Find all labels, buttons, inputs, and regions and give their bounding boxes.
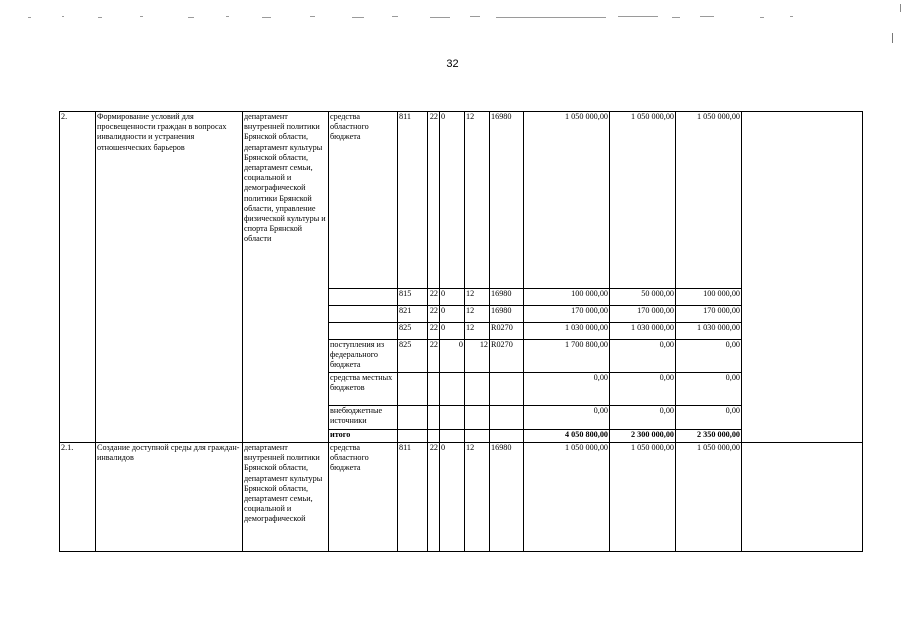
amount-year-2: 170 000,00 [610,306,676,323]
amount-year-2: 1 030 000,00 [610,323,676,340]
amount-year-2: 1 050 000,00 [610,443,676,552]
event-code [465,406,490,430]
total-year-1: 4 050 800,00 [524,430,610,443]
section-code [428,430,440,443]
amount-year-3: 100 000,00 [676,289,742,306]
section-code: 22 [428,289,440,306]
event-code: 12 [465,340,490,373]
funding-source: поступления из федерального бюджета [329,340,398,373]
grbs-code: 825 [398,323,428,340]
subprogram-code [440,406,465,430]
section-code: 22 [428,323,440,340]
event-code [465,373,490,406]
amount-year-2: 0,00 [610,406,676,430]
direction-code: 16980 [490,306,524,323]
amount-year-1: 0,00 [524,406,610,430]
grbs-code: 811 [398,112,428,289]
subprogram-code: 0 [440,340,465,373]
amount-year-3: 0,00 [676,373,742,406]
amount-year-1: 1 700 800,00 [524,340,610,373]
subprogram-code: 0 [440,306,465,323]
amount-year-2: 50 000,00 [610,289,676,306]
amount-year-3: 0,00 [676,340,742,373]
total-year-3: 2 350 000,00 [676,430,742,443]
section-code [428,373,440,406]
grbs-code: 825 [398,340,428,373]
subprogram-code: 0 [440,112,465,289]
scan-mark [900,4,901,12]
section-code: 22 [428,306,440,323]
funding-source [329,323,398,340]
direction-code: R0270 [490,323,524,340]
budget-table [59,111,863,552]
amount-year-3: 170 000,00 [676,306,742,323]
funding-source: итого [329,430,398,443]
executor: департамент внутренней политики Брянской области, департамент культуры Брянской области, департамент семьи, социальной и демографической политики Брянской области, управление физической культуры и спорта Брянской области [243,112,329,443]
measure-name: Формирование условий для просвещенности граждан в вопросах инвалидности и устранения отношенческих барьеров [96,112,243,443]
amount-year-3: 0,00 [676,406,742,430]
subprogram-code: 0 [440,323,465,340]
amount-year-1: 1 050 000,00 [524,443,610,552]
event-code [465,430,490,443]
section-code: 22 [428,443,440,552]
row-number: 2. [60,112,96,443]
subprogram-code [440,430,465,443]
scan-noise [0,0,905,28]
amount-year-1: 1 030 000,00 [524,323,610,340]
scan-mark [892,33,893,43]
section-code [428,406,440,430]
grbs-code: 811 [398,443,428,552]
table-row [60,112,863,289]
executor: департамент внутренней политики Брянской области, департамент культуры Брянской области, департамент семьи, социальной и демографической [243,443,329,552]
direction-code: 16980 [490,289,524,306]
amount-year-1: 1 050 000,00 [524,112,610,289]
subprogram-code: 0 [440,289,465,306]
event-code: 12 [465,443,490,552]
funding-source: средства областного бюджета [329,112,398,289]
section-code: 22 [428,340,440,373]
amount-year-2: 0,00 [610,373,676,406]
direction-code [490,406,524,430]
amount-year-3: 1 050 000,00 [676,443,742,552]
direction-code: 16980 [490,443,524,552]
grbs-code [398,406,428,430]
empty-cell [742,112,863,443]
page-number: 32 [446,58,459,70]
direction-code [490,430,524,443]
amount-year-3: 1 030 000,00 [676,323,742,340]
subprogram-code: 0 [440,443,465,552]
grbs-code: 815 [398,289,428,306]
row-number: 2.1. [60,443,96,552]
amount-year-2: 0,00 [610,340,676,373]
event-code: 12 [465,112,490,289]
funding-source: внебюджетные источники [329,406,398,430]
funding-source: средства областного бюджета [329,443,398,552]
subprogram-code [440,373,465,406]
funding-source: средства местных бюджетов [329,373,398,406]
measure-name: Создание доступной среды для граждан-инвалидов [96,443,243,552]
amount-year-1: 170 000,00 [524,306,610,323]
table-row [60,443,863,552]
event-code: 12 [465,289,490,306]
total-year-2: 2 300 000,00 [610,430,676,443]
funding-source [329,289,398,306]
section-code: 22 [428,112,440,289]
amount-year-1: 100 000,00 [524,289,610,306]
event-code: 12 [465,306,490,323]
grbs-code: 821 [398,306,428,323]
amount-year-1: 0,00 [524,373,610,406]
direction-code: 16980 [490,112,524,289]
funding-source [329,306,398,323]
amount-year-3: 1 050 000,00 [676,112,742,289]
event-code: 12 [465,323,490,340]
empty-cell [742,443,863,552]
grbs-code [398,373,428,406]
direction-code: R0270 [490,340,524,373]
grbs-code [398,430,428,443]
direction-code [490,373,524,406]
amount-year-2: 1 050 000,00 [610,112,676,289]
